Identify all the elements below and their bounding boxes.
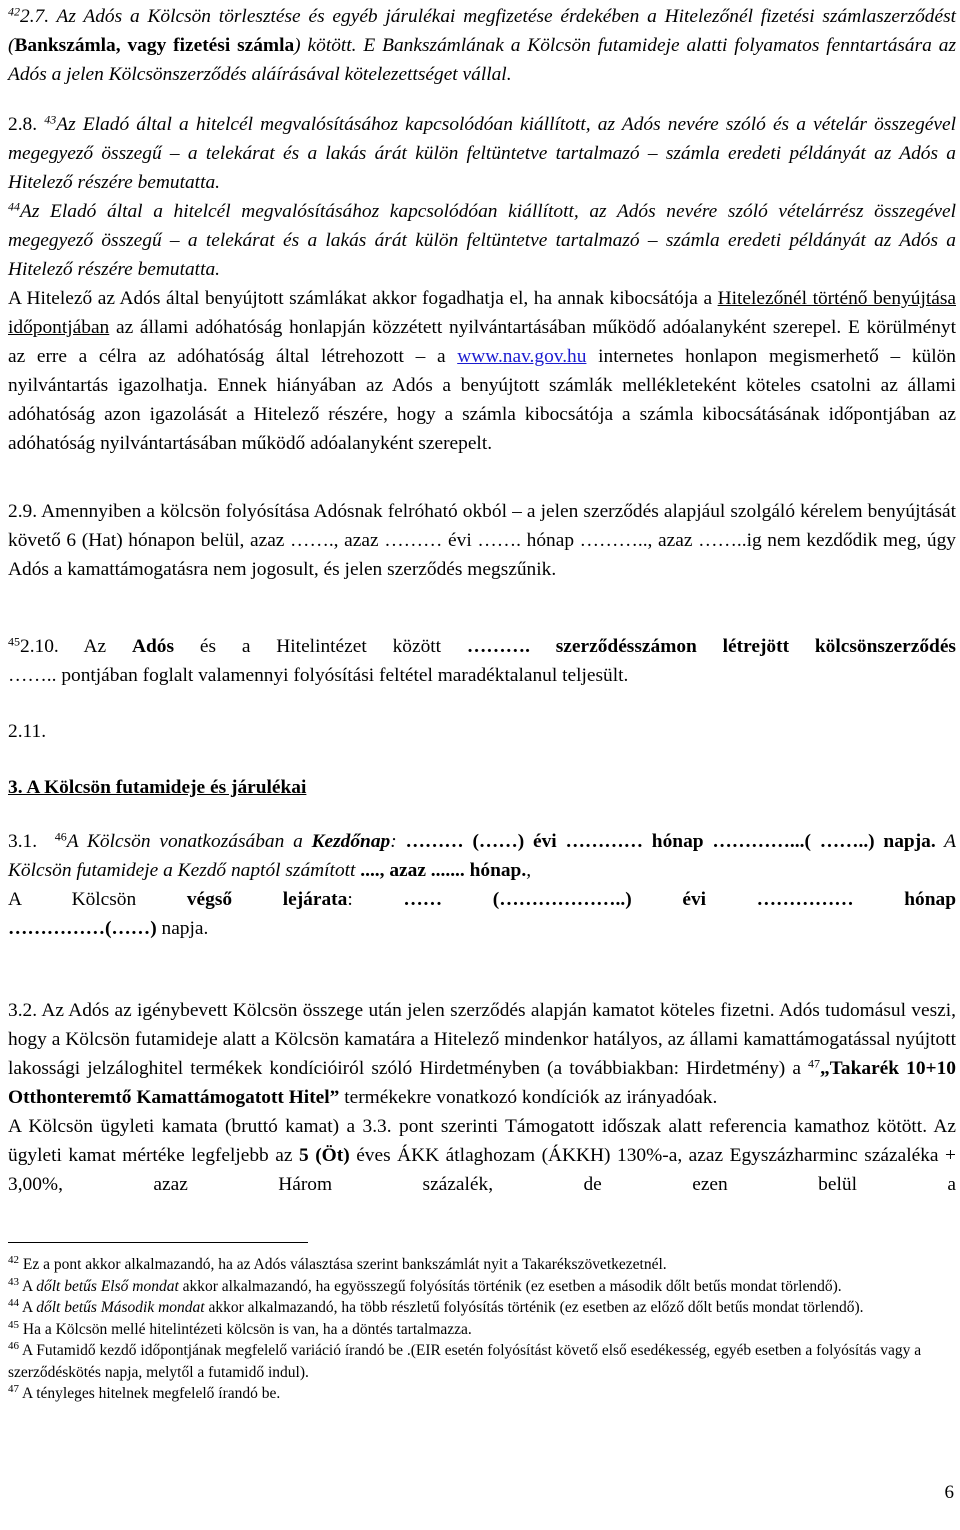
footnote-number: 44	[8, 1296, 19, 1309]
paragraph-text: A Kölcsön vonatkozásában a	[66, 831, 312, 852]
footnote-ref-46[interactable]: 46	[54, 829, 67, 844]
footnote-43	[8, 1276, 956, 1298]
paragraph-text: A Kölcsön	[8, 889, 187, 910]
footnote-ref-42[interactable]: 42	[8, 4, 20, 19]
footnote-italic: dőlt betűs Első mondat	[36, 1277, 179, 1295]
paragraph-3-2	[8, 996, 956, 1199]
footnote-number: 46	[8, 1339, 19, 1352]
page-number: 6	[944, 1482, 954, 1503]
paragraph-text: …….. pontjában foglalt valamennyi folyósítási feltétel maradéktalanul teljesült.	[8, 665, 629, 686]
paragraph-2-7	[8, 2, 956, 89]
section-number: 2.8.	[8, 114, 38, 135]
footnote-ref-45[interactable]: 45	[8, 634, 20, 649]
paragraph-text: napja.	[156, 918, 209, 939]
paragraph-text: 2.9. Amennyiben a kölcsön folyósítása Adósnak felróható okból – a jelen szerződés alapjául szolgáló kérelem benyújtását követő 6 (Hat) hónapon belül, azaz ……., azaz ……… évi ……. hónap ……….., azaz ……..ig nem kezdődik meg, úgy Adós a kamattámogatásra nem jogosult, és jelen szerződés megszűnik.	[8, 501, 956, 580]
paragraph-text: termékekre vonatkozó kondíciók az irányadóak.	[339, 1087, 718, 1108]
term-placeholder: ...., azaz ....... hónap.	[360, 860, 527, 881]
bankszamla-term: Bankszámla, vagy fizetési számla	[14, 35, 295, 56]
footnote-text: akkor alkalmazandó, ha egyösszegű folyósítás történik (ez esetben a második dőlt betűs mondat törlendő).	[178, 1277, 842, 1295]
footnote-text: Ez a pont akkor alkalmazandó, ha az Adós választása szerint bankszámlát nyit a Takarékszövetkezetnél.	[19, 1256, 667, 1273]
footnote-italic: dőlt betűs Második mondat	[36, 1299, 205, 1316]
paragraph-text: :	[347, 889, 404, 910]
paragraph-text: 2.10. Az	[20, 636, 132, 657]
footnote-ref-44[interactable]: 44	[8, 199, 20, 214]
sentence-second: Az Eladó által a hitelcél megvalósításához kapcsolódóan kiállított, az Adós nevére szóló vételárrész összegével megegyező összegű – a telekárat és a lakás árát külön feltüntetve tartalmazó – számla eredeti példányát az Adós a Hitelező részére bemutatta.	[8, 201, 956, 280]
ot-term: 5 (Öt)	[299, 1145, 350, 1166]
footnote-text: Ha a Kölcsön mellé hitelintézeti kölcsön is van, ha a döntés tartalmazza.	[19, 1320, 472, 1338]
paragraph-2-10	[8, 632, 956, 690]
paragraph-2-8	[8, 110, 956, 458]
footnote-ref-47[interactable]: 47	[808, 1056, 821, 1071]
footnote-44	[8, 1297, 956, 1319]
paragraph-text: és a Hitelintézet között	[174, 636, 467, 657]
section-3	[8, 773, 956, 802]
footnote-text: A Futamidő kezdő időpontjának megfelelő variáció írandó be .(EIR esetén folyósítást követő első esedékesség, egyéb esetben a folyósítás vagy a szerződéskötés napja, melytől a futamidő indul).	[8, 1342, 922, 1381]
product-name: „Takarék 10+10 Otthonteremtő Kamattámogatott Hitel”	[8, 1058, 956, 1108]
nav-website-link[interactable]: www.nav.gov.hu	[457, 346, 587, 367]
paragraph-text: A Kölcsön ügyleti kamata (bruttó kamat) a 3.3. pont szerinti Támogatott időszak alatt referencia kamathoz kötött. Az ügyleti kamat mértéke legfeljebb az	[8, 1116, 956, 1166]
sentence-first: Az Eladó által a hitelcél megvalósításához kapcsolódóan kiállított, az Adós nevére szóló és a vételár összegével megegyező összegű – a telekárat és a lakás árát külön feltüntetve tartalmazó – számla eredeti példányát az Adós a Hitelező részére bemutatta.	[8, 114, 956, 193]
paragraph-text: internetes honlapon megismerhető – külön nyilvántartás igazolhatja. Ennek hiányában az Adós a benyújtott számlák mellékleteként köteles csatolni az állami adóhatóság azon igazolását a Hitelező részére, hogy a számla kibocsátója a számla kibocsátásának időpontjában az adóhatóság nyilvántartásában működő adóalanyként szerepelt.	[8, 346, 956, 454]
paragraph-3-1	[8, 827, 956, 943]
kezdonap-term: Kezdőnap	[311, 831, 391, 852]
paragraph-text: 2.7. Az Adós a Kölcsön törlesztése és egyéb járulékai megfizetése érdekében a Hitelezőnél fizetési számlaszerződést (	[8, 6, 956, 56]
footnote-separator	[8, 1242, 308, 1243]
paragraph-text: az állami adóhatóság honlapján közzétett nyilvántartásában működő adóalanyként szerepel. E körülményt az erre a célra az adóhatóság által létrehozott – a	[8, 317, 956, 367]
footnote-number: 45	[8, 1318, 19, 1331]
section-number: 2.11.	[8, 721, 47, 742]
date-placeholder: ……………(……)	[8, 918, 157, 939]
footnote-46	[8, 1340, 956, 1383]
date-placeholder: …… (………………..) évi …………… hónap	[403, 889, 956, 910]
footnote-number: 47	[8, 1382, 19, 1395]
section-heading: 3. A Kölcsön futamideje és járulékai	[8, 777, 307, 798]
paragraph-text: ) kötött. E Bankszámlának a Kölcsön futamideje alatti folyamatos fenntartására az Adós a jelen Kölcsönszerződés aláírásával kötelezettséget vállal.	[8, 35, 956, 85]
footnote-45	[8, 1319, 956, 1341]
footnotes	[8, 1254, 956, 1405]
paragraph-text: 3.2. Az Adós az igénybevett Kölcsön összege után jelen szerződés alapján kamatot köteles fizetni. Adós tudomásul veszi, hogy a Kölcsön futamideje alatt a Kölcsön kamatára a Hitelező mindenkor hatályos, az állami kamattámogatással nyújtott lakossági jelzáloghitel termékek kondícióiról szóló Hirdetményben (a továbbiakban: Hirdetmény) a	[8, 1000, 956, 1079]
adós-term: Adós	[132, 636, 175, 657]
date-placeholder: ……… (……) évi ………… hónap …………...( ……..) napja.	[405, 831, 936, 852]
footnote-47	[8, 1383, 956, 1405]
footnote-number: 42	[8, 1253, 19, 1266]
paragraph-text: ,	[526, 860, 532, 881]
underlined-text: Hitelezőnél történő benyújtása időpontjában	[8, 288, 956, 338]
footnote-ref-43[interactable]: 43	[44, 112, 57, 127]
footnote-number: 43	[8, 1275, 19, 1288]
section-number: 3.1.	[8, 831, 38, 852]
footnote-text: A	[19, 1277, 37, 1295]
footnote-text: A	[19, 1299, 37, 1316]
paragraph-2-11	[8, 717, 956, 746]
paragraph-text: éves ÁKK átlaghozam (ÁKKH) 130%-a, azaz Egyszázharminc százaléka + 3,00%, azaz Három százalék, de ezen belül a	[8, 1145, 956, 1195]
footnote-text: akkor alkalmazandó, ha több részletű folyósítás történik (ez esetben az előző dőlt betűs mondat törlendő).	[204, 1299, 864, 1316]
contract-number-term: ………. szerződésszámon létrejött kölcsönszerződés	[466, 636, 956, 657]
vegso-lejarat-term: végső lejárata	[186, 889, 348, 910]
footnote-42	[8, 1254, 956, 1276]
footnote-text: A tényleges hitelnek megfelelő írandó be.	[19, 1385, 281, 1402]
paragraph-text: A Hitelező az Adós által benyújtott számlákat akkor fogadhatja el, ha annak kibocsátója a	[8, 288, 718, 309]
paragraph-text: A Kölcsön futamideje a Kezdő naptól számított	[8, 831, 956, 881]
paragraph-text: :	[390, 831, 406, 852]
paragraph-2-9	[8, 497, 956, 584]
